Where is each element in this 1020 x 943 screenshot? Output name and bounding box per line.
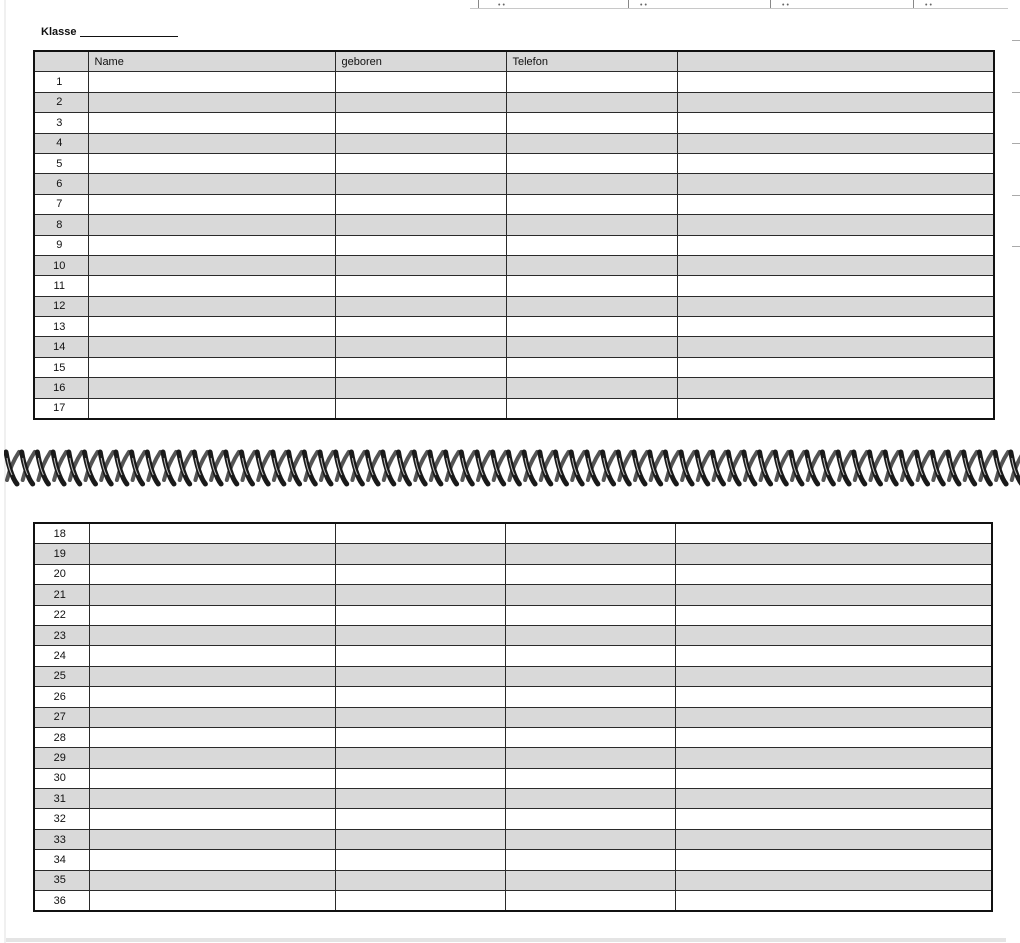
born-cell[interactable] xyxy=(335,768,505,788)
name-cell[interactable] xyxy=(89,748,335,768)
row-number: 11 xyxy=(34,276,88,296)
page-shadow xyxy=(6,938,1006,942)
extra-cell[interactable] xyxy=(675,687,992,707)
row-number: 31 xyxy=(34,789,89,809)
born-cell[interactable] xyxy=(335,891,505,912)
extra-cell[interactable] xyxy=(675,625,992,645)
extra-cell[interactable] xyxy=(675,809,992,829)
row-number: 3 xyxy=(34,113,88,133)
born-cell[interactable] xyxy=(335,789,505,809)
extra-cell[interactable] xyxy=(677,317,994,337)
born-cell[interactable] xyxy=(335,870,505,890)
table-row xyxy=(34,215,994,235)
name-cell[interactable] xyxy=(89,605,335,625)
row-number: 22 xyxy=(34,605,89,625)
phone-cell[interactable] xyxy=(506,215,677,235)
born-cell[interactable] xyxy=(335,296,506,316)
table-row xyxy=(34,235,994,255)
phone-cell[interactable] xyxy=(505,829,675,849)
phone-cell[interactable] xyxy=(506,398,677,419)
phone-cell[interactable] xyxy=(506,378,677,398)
table-row xyxy=(34,92,994,112)
born-cell[interactable] xyxy=(335,829,505,849)
table-row xyxy=(34,523,992,544)
extra-cell[interactable] xyxy=(677,235,994,255)
row-number: 30 xyxy=(34,768,89,788)
extra-cell[interactable] xyxy=(677,255,994,275)
table-row xyxy=(34,585,992,605)
phone-cell[interactable] xyxy=(505,850,675,870)
name-cell[interactable] xyxy=(89,829,335,849)
table-row xyxy=(34,891,992,912)
phone-cell[interactable] xyxy=(505,605,675,625)
row-number: 19 xyxy=(34,544,89,564)
born-cell[interactable] xyxy=(335,255,506,275)
extra-cell[interactable] xyxy=(677,398,994,419)
name-cell[interactable] xyxy=(89,585,335,605)
table-row xyxy=(34,296,994,316)
extra-cell[interactable] xyxy=(677,337,994,357)
row-number: 36 xyxy=(34,891,89,912)
table-row xyxy=(34,829,992,849)
born-cell[interactable] xyxy=(335,317,506,337)
name-cell[interactable] xyxy=(88,194,335,214)
born-cell[interactable] xyxy=(335,215,506,235)
born-cell[interactable] xyxy=(335,646,505,666)
student-table-bottom xyxy=(33,522,993,912)
born-cell[interactable] xyxy=(335,523,505,544)
row-number: 27 xyxy=(34,707,89,727)
row-number: 20 xyxy=(34,564,89,584)
row-number: 28 xyxy=(34,727,89,747)
born-cell[interactable] xyxy=(335,585,505,605)
born-cell[interactable] xyxy=(335,378,506,398)
row-number: 2 xyxy=(34,92,88,112)
extra-cell[interactable] xyxy=(677,378,994,398)
name-cell[interactable] xyxy=(88,296,335,316)
header-name: Name xyxy=(88,51,335,72)
name-cell[interactable] xyxy=(89,870,335,890)
extra-cell[interactable] xyxy=(677,133,994,153)
header-extra xyxy=(677,51,994,72)
phone-cell[interactable] xyxy=(505,809,675,829)
phone-cell[interactable] xyxy=(505,523,675,544)
name-cell[interactable] xyxy=(88,133,335,153)
born-cell[interactable] xyxy=(335,235,506,255)
phone-cell[interactable] xyxy=(506,133,677,153)
extra-cell[interactable] xyxy=(677,113,994,133)
born-cell[interactable] xyxy=(335,398,506,419)
phone-cell[interactable] xyxy=(505,891,675,912)
row-number: 21 xyxy=(34,585,89,605)
table-row xyxy=(34,255,994,275)
name-cell[interactable] xyxy=(89,687,335,707)
extra-cell[interactable] xyxy=(675,605,992,625)
name-cell[interactable] xyxy=(88,317,335,337)
row-number: 12 xyxy=(34,296,88,316)
extra-cell[interactable] xyxy=(677,194,994,214)
born-cell[interactable] xyxy=(335,707,505,727)
extra-cell[interactable] xyxy=(677,174,994,194)
class-label: Klasse xyxy=(41,26,77,38)
table-row xyxy=(34,544,992,564)
phone-cell[interactable] xyxy=(506,337,677,357)
phone-cell[interactable] xyxy=(506,255,677,275)
header-number-cell xyxy=(34,51,88,72)
born-cell[interactable] xyxy=(335,544,505,564)
row-number: 23 xyxy=(34,625,89,645)
row-number: 4 xyxy=(34,133,88,153)
born-cell[interactable] xyxy=(335,666,505,686)
phone-cell[interactable] xyxy=(505,768,675,788)
row-number: 5 xyxy=(34,153,88,173)
name-cell[interactable] xyxy=(89,727,335,747)
name-cell[interactable] xyxy=(89,707,335,727)
name-cell[interactable] xyxy=(88,72,335,92)
row-number: 13 xyxy=(34,317,88,337)
extra-cell[interactable] xyxy=(677,92,994,112)
extra-cell[interactable] xyxy=(675,523,992,544)
table-row xyxy=(34,666,992,686)
born-cell[interactable] xyxy=(335,564,505,584)
extra-cell[interactable] xyxy=(675,870,992,890)
name-cell[interactable] xyxy=(88,378,335,398)
class-field xyxy=(41,26,178,38)
phone-cell[interactable] xyxy=(506,357,677,377)
phone-cell[interactable] xyxy=(506,153,677,173)
born-cell[interactable] xyxy=(335,133,506,153)
name-cell[interactable] xyxy=(89,625,335,645)
phone-cell[interactable] xyxy=(505,666,675,686)
extra-cell[interactable] xyxy=(677,215,994,235)
name-cell[interactable] xyxy=(88,174,335,194)
name-cell[interactable] xyxy=(89,850,335,870)
phone-cell[interactable] xyxy=(505,564,675,584)
born-cell[interactable] xyxy=(335,850,505,870)
born-cell[interactable] xyxy=(335,625,505,645)
row-number: 25 xyxy=(34,666,89,686)
header-born: geboren xyxy=(335,51,506,72)
born-cell[interactable] xyxy=(335,337,506,357)
phone-cell[interactable] xyxy=(506,235,677,255)
table-row xyxy=(34,768,992,788)
table-row xyxy=(34,748,992,768)
name-cell[interactable] xyxy=(88,92,335,112)
born-cell[interactable] xyxy=(335,194,506,214)
name-cell[interactable] xyxy=(88,235,335,255)
extra-cell[interactable] xyxy=(675,768,992,788)
row-number: 14 xyxy=(34,337,88,357)
extra-cell[interactable] xyxy=(675,727,992,747)
born-cell[interactable] xyxy=(335,113,506,133)
table-row xyxy=(34,870,992,890)
extra-cell[interactable] xyxy=(675,850,992,870)
phone-cell[interactable] xyxy=(505,707,675,727)
row-number: 33 xyxy=(34,829,89,849)
born-cell[interactable] xyxy=(335,687,505,707)
table-row xyxy=(34,687,992,707)
name-cell[interactable] xyxy=(89,891,335,912)
born-cell[interactable] xyxy=(335,809,505,829)
extra-cell[interactable] xyxy=(675,585,992,605)
table-row xyxy=(34,378,994,398)
phone-cell[interactable] xyxy=(505,727,675,747)
phone-cell[interactable] xyxy=(505,646,675,666)
row-number: 34 xyxy=(34,850,89,870)
extra-cell[interactable] xyxy=(675,707,992,727)
name-cell[interactable] xyxy=(88,357,335,377)
row-number: 29 xyxy=(34,748,89,768)
phone-cell[interactable] xyxy=(506,174,677,194)
born-cell[interactable] xyxy=(335,357,506,377)
name-cell[interactable] xyxy=(89,564,335,584)
born-cell[interactable] xyxy=(335,72,506,92)
extra-cell[interactable] xyxy=(677,296,994,316)
phone-cell[interactable] xyxy=(505,585,675,605)
table-row xyxy=(34,357,994,377)
student-table-top xyxy=(33,50,995,420)
name-cell[interactable] xyxy=(88,276,335,296)
phone-cell[interactable] xyxy=(505,687,675,707)
table-row xyxy=(34,707,992,727)
table-row xyxy=(34,646,992,666)
row-number: 32 xyxy=(34,809,89,829)
phone-cell[interactable] xyxy=(505,748,675,768)
row-number: 24 xyxy=(34,646,89,666)
table-row xyxy=(34,564,992,584)
born-cell[interactable] xyxy=(335,174,506,194)
phone-cell[interactable] xyxy=(506,92,677,112)
row-number: 15 xyxy=(34,357,88,377)
phone-cell[interactable] xyxy=(505,789,675,809)
name-cell[interactable] xyxy=(88,153,335,173)
header-phone: Telefon xyxy=(506,51,677,72)
spiral-binding xyxy=(4,440,1020,492)
phone-cell[interactable] xyxy=(505,870,675,890)
name-cell[interactable] xyxy=(89,523,335,544)
table-row xyxy=(34,727,992,747)
name-cell[interactable] xyxy=(88,215,335,235)
table-row xyxy=(34,72,994,92)
born-cell[interactable] xyxy=(335,153,506,173)
name-cell[interactable] xyxy=(88,113,335,133)
table-row xyxy=(34,789,992,809)
phone-cell[interactable] xyxy=(506,113,677,133)
extra-cell[interactable] xyxy=(677,72,994,92)
row-number: 26 xyxy=(34,687,89,707)
phone-cell[interactable] xyxy=(505,544,675,564)
extra-cell[interactable] xyxy=(675,544,992,564)
name-cell[interactable] xyxy=(89,789,335,809)
name-cell[interactable] xyxy=(89,544,335,564)
phone-cell[interactable] xyxy=(506,194,677,214)
extra-cell[interactable] xyxy=(675,891,992,912)
born-cell[interactable] xyxy=(335,276,506,296)
table-row xyxy=(34,153,994,173)
table-row xyxy=(34,605,992,625)
table-row xyxy=(34,194,994,214)
row-number: 1 xyxy=(34,72,88,92)
row-number: 18 xyxy=(34,523,89,544)
name-cell[interactable] xyxy=(89,768,335,788)
table-row xyxy=(34,850,992,870)
born-cell[interactable] xyxy=(335,748,505,768)
phone-cell[interactable] xyxy=(505,625,675,645)
table-row xyxy=(34,133,994,153)
name-cell[interactable] xyxy=(89,646,335,666)
table-row xyxy=(34,317,994,337)
phone-cell[interactable] xyxy=(506,296,677,316)
row-number: 10 xyxy=(34,255,88,275)
table-row xyxy=(34,398,994,419)
table-row xyxy=(34,113,994,133)
class-blank-line[interactable] xyxy=(80,36,178,37)
table-body-top xyxy=(34,72,994,419)
table-row xyxy=(34,809,992,829)
name-cell[interactable] xyxy=(88,337,335,357)
table-header-row xyxy=(34,51,994,72)
table-row xyxy=(34,337,994,357)
born-cell[interactable] xyxy=(335,92,506,112)
row-number: 6 xyxy=(34,174,88,194)
table-body-bottom xyxy=(34,523,992,911)
born-cell[interactable] xyxy=(335,727,505,747)
row-number: 9 xyxy=(34,235,88,255)
table-row xyxy=(34,276,994,296)
table-row xyxy=(34,174,994,194)
adjacent-page-strip: •• •• •• •• xyxy=(470,0,1008,9)
row-number: 35 xyxy=(34,870,89,890)
phone-cell[interactable] xyxy=(506,72,677,92)
extra-cell[interactable] xyxy=(675,748,992,768)
phone-cell[interactable] xyxy=(506,317,677,337)
name-cell[interactable] xyxy=(88,255,335,275)
row-number: 17 xyxy=(34,398,88,419)
row-number: 7 xyxy=(34,194,88,214)
name-cell[interactable] xyxy=(89,809,335,829)
extra-cell[interactable] xyxy=(677,357,994,377)
extra-cell[interactable] xyxy=(675,829,992,849)
name-cell[interactable] xyxy=(89,666,335,686)
extra-cell[interactable] xyxy=(677,153,994,173)
extra-cell[interactable] xyxy=(675,789,992,809)
extra-cell[interactable] xyxy=(675,666,992,686)
phone-cell[interactable] xyxy=(506,276,677,296)
row-number: 8 xyxy=(34,215,88,235)
born-cell[interactable] xyxy=(335,605,505,625)
extra-cell[interactable] xyxy=(675,564,992,584)
name-cell[interactable] xyxy=(88,398,335,419)
table-row xyxy=(34,625,992,645)
extra-cell[interactable] xyxy=(675,646,992,666)
extra-cell[interactable] xyxy=(677,276,994,296)
row-number: 16 xyxy=(34,378,88,398)
